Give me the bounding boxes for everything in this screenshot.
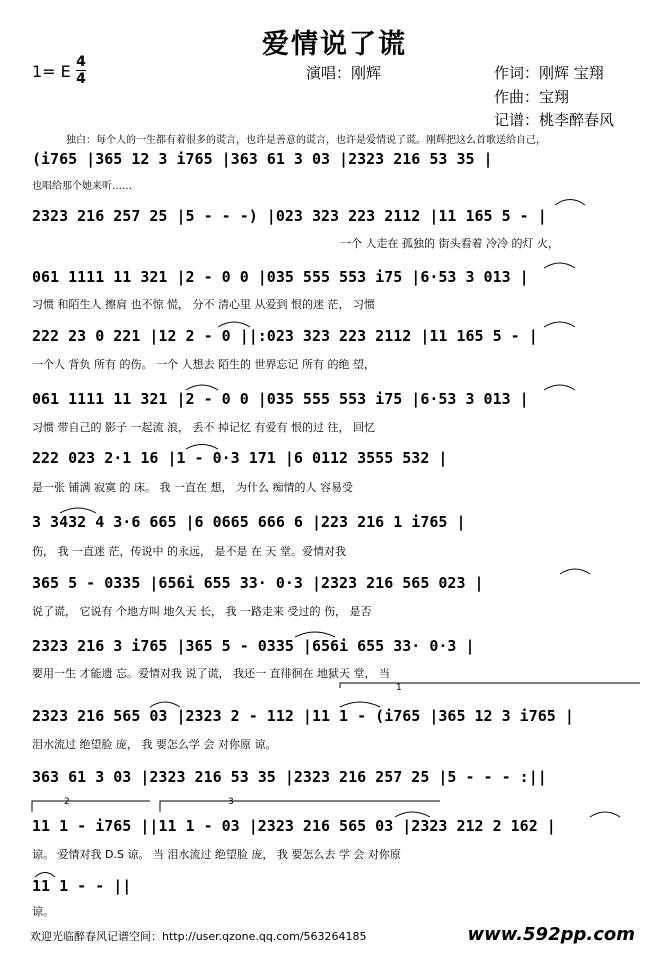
score-row-12-lyrics: 谅。 爱情对我 D.S 谅。 当 泪水流过 绝望脸 庞， 我 要怎么去 学 会 对你原 xyxy=(32,848,401,861)
score-row-5-notes: 061 1111 11 321 |2 - 0 0 |035 555 553 i75 |6·53 3 013 | xyxy=(32,390,529,408)
key-signature: 1= E xyxy=(32,62,71,81)
score-row-4-lyrics: 一个人 背负 所有 的伤。 一个 人想去 陌生的 世界忘记 所有 的绝 望， xyxy=(32,358,375,371)
transcriber: 记谱：桃李醉春风 xyxy=(494,111,615,129)
score-row-5-lyrics: 习惯 带自己的 影子 一起流 浪， 丢不 掉记忆 有爱有 恨的过 往， 回忆 xyxy=(32,421,375,434)
score-row-8-lyrics: 说了谎， 它说有 个地方叫 地久天 长， 我 一路走来 受过的 伤， 是否 xyxy=(32,605,372,618)
lyricist: 作词：刚辉 宝翔 xyxy=(494,64,604,82)
score-row-2-notes: 2323 216 257 25 |5 - - -) |023 323 223 2112 |11 165 5 - | xyxy=(32,207,547,225)
intro-monologue-line1: 独白：每个人的一生都有着很多的谎言，也许是善意的谎言，也许是爱情说了谎。刚辉把这么首歌送给自己， xyxy=(66,135,546,146)
score-row-10-notes: 2323 216 565 03 |2323 2 - 112 |11 1 - (i765 |365 12 3 i765 | xyxy=(32,707,574,725)
song-title: 爱情说了谎 xyxy=(262,29,407,60)
volta-1-label: 1 xyxy=(396,683,402,693)
score-row-10-lyrics: 泪水流过 绝望脸 庞， 我 要怎么学 会 对你原 谅。 xyxy=(32,738,277,751)
score-row-4-notes: 222 23 0 221 |12 2 - 0 ||:023 323 223 2112 |11 165 5 - | xyxy=(32,327,538,345)
score-row-6-notes: 222 023 2·1 16 |1 - 0·3 171 |6 0112 3555 532 | xyxy=(32,449,448,467)
time-sig-top: 4 xyxy=(76,54,86,70)
intro-monologue-line2: 也唱给那个她来听…… xyxy=(32,181,132,192)
volta-2-label: 2 xyxy=(64,797,70,807)
score-row-12-notes: 11 1 - i765 ||11 1 - 03 |2323 216 565 03 |2323 212 2 162 | xyxy=(32,817,556,835)
score-row-9-lyrics: 要用一生 才能遗 忘。爱情对我 说了谎， 我还一 直徘徊在 地狱天 堂， 当 xyxy=(32,667,390,680)
score-row-13-lyrics: 谅。 xyxy=(32,905,54,918)
score-row-11-notes: 363 61 3 03 |2323 216 53 35 |2323 216 257 25 |5 - - - :|| xyxy=(32,768,547,786)
score-row-7-lyrics: 伤， 我 一直迷 茫，传说中 的永远， 是不是 在 天 堂。爱情对我 xyxy=(32,545,346,558)
site-logo: www.592pp.com xyxy=(467,924,635,945)
score-row-6-lyrics: 是一张 铺满 寂寞 的 床。 我 一直在 想， 为什么 痴情的人 容易受 xyxy=(32,481,353,494)
volta-3-label: 3 xyxy=(228,797,234,807)
score-row-7-notes: 3 3432 4 3·6 665 |6 0665 666 6 |223 216 1 i765 | xyxy=(32,513,466,531)
score-row-8-notes: 365 5 - 0335 |656i 655 33· 0·3 |2323 216 565 023 | xyxy=(32,574,484,592)
score-row-3-notes: 061 1111 11 321 |2 - 0 0 |035 555 553 i75 |6·53 3 013 | xyxy=(32,268,529,286)
score-row-13-notes: 11 1 - - || xyxy=(32,877,132,895)
score-row-1-notes: (i765 |365 12 3 i765 |363 61 3 03 |2323 216 53 35 | xyxy=(32,150,493,168)
footer-text: 欢迎光临醉春风记谱空间：http://user.qzone.qq.com/563264185 xyxy=(30,930,367,943)
time-sig-bottom: 4 xyxy=(76,71,86,87)
singer: 演唱：刚辉 xyxy=(306,64,382,82)
score-row-2-lyrics: 一个 人走在 孤独的 街头看着 冷冷 的灯 火， xyxy=(340,237,559,250)
score-row-3-lyrics: 习惯 和陌生人 擦肩 也不惊 慌， 分不 清心里 从爱到 恨的迷 茫， 习惯 xyxy=(32,298,375,311)
composer: 作曲：宝翔 xyxy=(494,88,570,106)
score-row-9-notes: 2323 216 3 i765 |365 5 - 0335 |656i 655 33· 0·3 | xyxy=(32,637,475,655)
